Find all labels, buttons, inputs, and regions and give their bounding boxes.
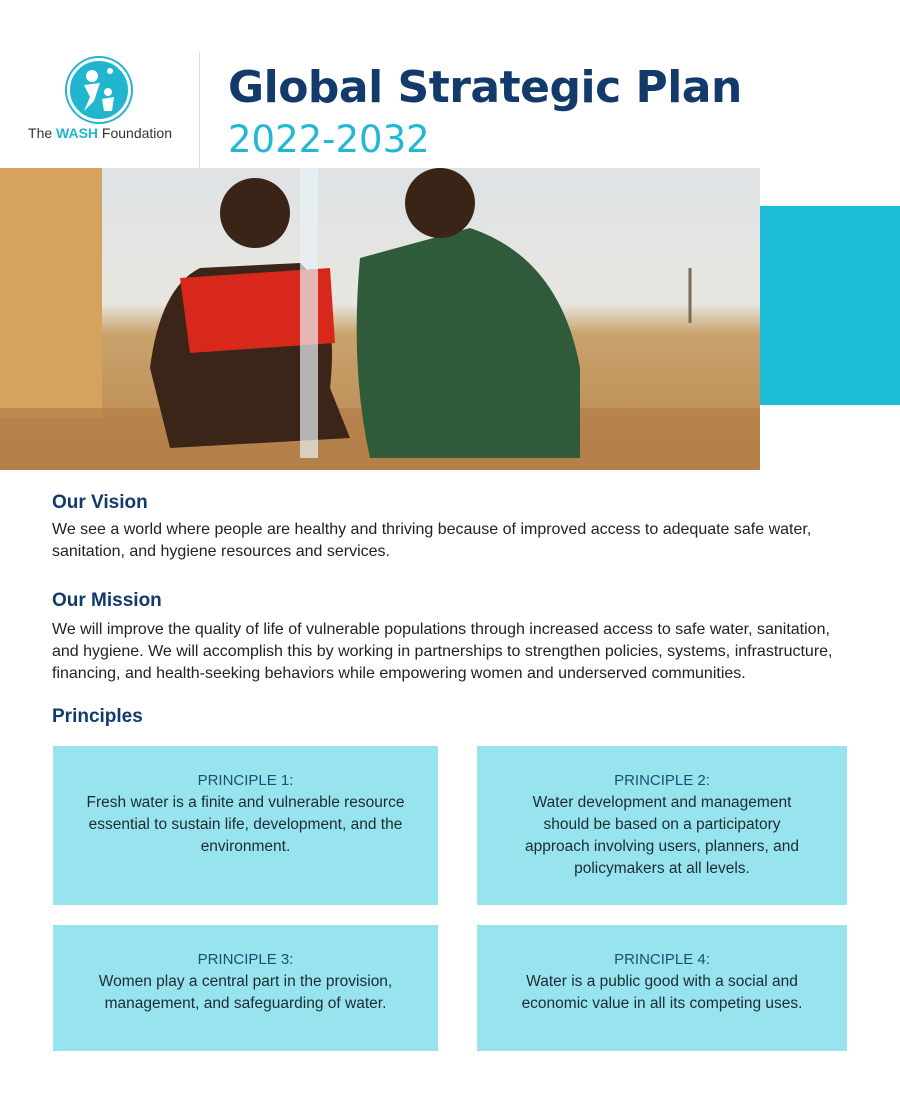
vision-heading: Our Vision: [52, 492, 148, 513]
vision-text: We see a world where people are healthy and thriving because of improved access to adequate safe water, sanitation, and hygiene resources and services.: [52, 521, 812, 560]
principle-label: PRINCIPLE 1:: [197, 772, 294, 789]
principle-text: Water is a public good with a social and economic value in all its competing uses.: [521, 973, 803, 1012]
accent-block: [760, 206, 900, 405]
principle-card-3: [53, 925, 438, 1051]
mission-text: We will improve the quality of life of vulnerable populations through increased access to safe water, sanitation, and hygiene. We will accomplish this by working in partnerships to strengthen policies, systems, infrastructure, financing, and health-seeking behaviors while empowering women and underserved communities.: [52, 621, 833, 682]
logo-icon: [67, 58, 131, 122]
principle-text: Water development and management should be based on a participatory approach involving users, planners, and policymakers at all levels.: [524, 794, 799, 877]
hero-photo: [0, 168, 760, 470]
logo-text: The WASH Foundation: [28, 125, 172, 141]
principle-card-2: [477, 746, 847, 905]
page-title: Global Strategic Plan: [228, 62, 742, 113]
plan-years: 2022-2032: [228, 118, 430, 161]
divider: [199, 52, 200, 168]
principle-label: PRINCIPLE 3:: [197, 951, 294, 968]
principle-label: PRINCIPLE 2:: [614, 772, 710, 789]
principle-card-4: [477, 925, 847, 1051]
principles-heading: Principles: [52, 706, 143, 727]
principle-label: PRINCIPLE 4:: [614, 951, 710, 968]
principle-text: Fresh water is a finite and vulnerable resource essential to sustain life, development, and the environment.: [86, 794, 405, 855]
mission-heading: Our Mission: [52, 590, 162, 611]
principle-text: Women play a central part in the provision, management, and safeguarding of water.: [98, 973, 393, 1012]
principle-card-1: [53, 746, 438, 905]
